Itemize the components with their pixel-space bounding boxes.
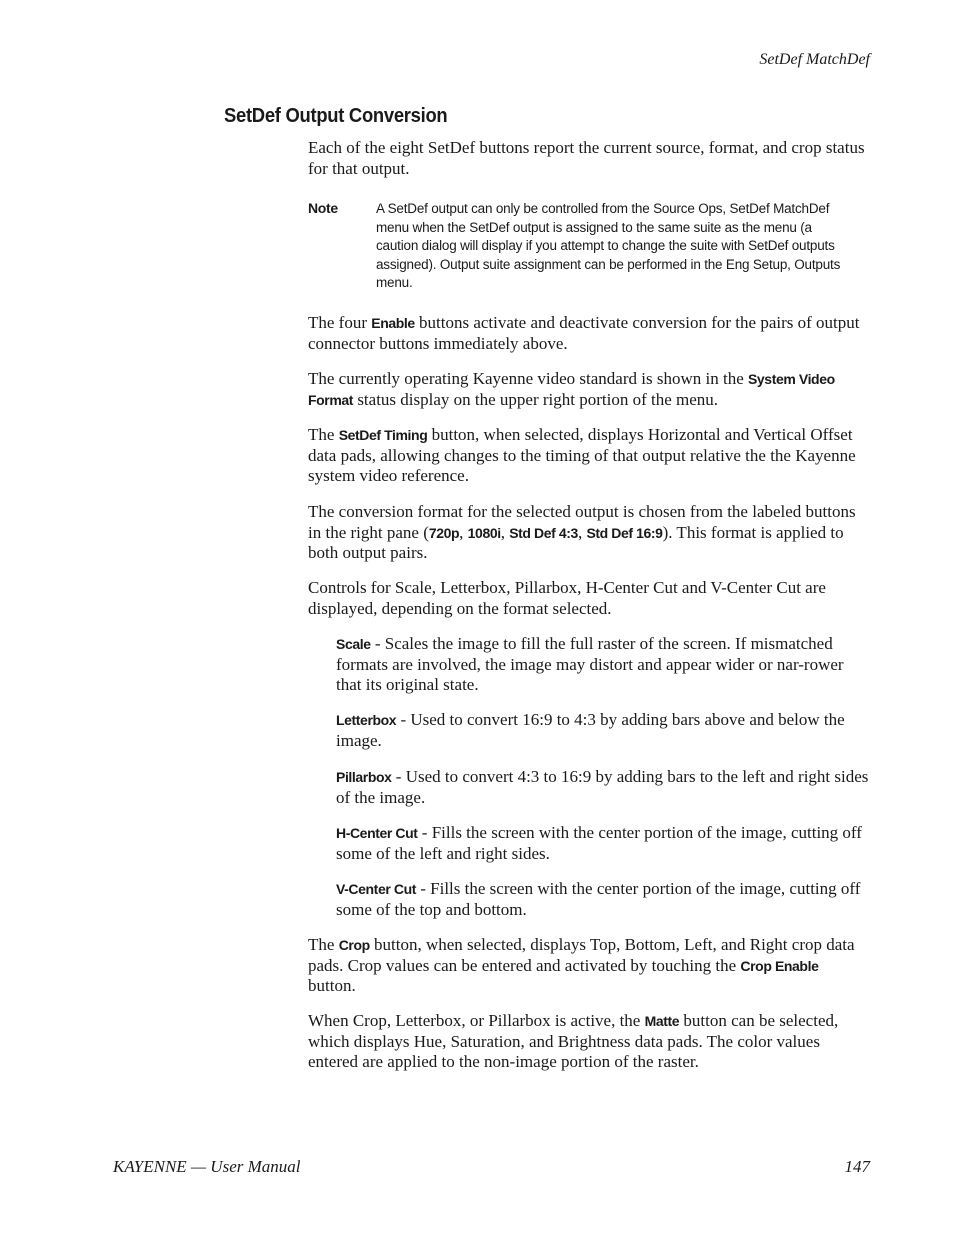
- enable-pre: The four: [308, 313, 372, 332]
- matte-pre: When Crop, Letterbox, or Pillarbox is active, the: [308, 1011, 645, 1030]
- enable-post: buttons activate and deactivate conversion for the pairs of output connector buttons immediately above.: [308, 313, 860, 353]
- conversion-paragraph: [308, 502, 870, 564]
- scale-keyword: Scale: [336, 636, 371, 652]
- hcenter-text: - Fills the screen with the center portion of the image, cutting off some of the left and right sides.: [336, 823, 862, 863]
- pillarbox-item: [336, 767, 870, 808]
- vcenter-item: [336, 879, 870, 920]
- pillarbox-keyword: Pillarbox: [336, 769, 392, 785]
- enable-keyword: Enable: [371, 315, 415, 331]
- timing-post: button, when selected, displays Horizontal and Vertical Offset data pads, allowing changes to the timing of that output relative the the Kayenne system video reference.: [308, 425, 856, 485]
- sysfmt-keyword: System Video Format: [308, 371, 835, 408]
- vcenter-keyword: V-Center Cut: [336, 881, 416, 897]
- sysfmt-post: status display on the upper right portion of the menu.: [353, 389, 719, 409]
- crop-post: button.: [308, 976, 356, 995]
- crop-keyword: Crop: [338, 937, 370, 953]
- page-number: 147: [844, 1157, 870, 1176]
- crop-mid: button, when selected, displays Top, Bottom, Left, and Right crop data pads. Crop values can be entered and activated by touching the: [308, 935, 855, 975]
- intro-paragraph: Each of the eight SetDef buttons report the current source, format, and crop status for that output.: [308, 138, 865, 178]
- conv-post: ). This format is applied to both output pairs.: [308, 522, 844, 562]
- timing-pre: The: [308, 425, 339, 444]
- controls-paragraph: Controls for Scale, Letterbox, Pillarbox, H-Center Cut and V-Center Cut are displayed, depending on the format selected.: [308, 578, 826, 618]
- matte-post: button can be selected, which displays Hue, Saturation, and Brightness data pads. The color values entered are applied to the non-image portion of the raster.: [308, 1011, 839, 1071]
- sysfmt-pre: The currently operating Kayenne video standard is shown in the: [308, 369, 748, 388]
- scale-item: [336, 634, 870, 696]
- letterbox-keyword: Letterbox: [336, 712, 397, 728]
- scale-text: - Scales the image to fill the full raster of the screen. If mismatched formats are involved, the image may distort and appear wider or nar-rower that its original state.: [336, 634, 844, 694]
- crop-enable-keyword: Crop Enable: [740, 957, 819, 974]
- footer-manual-title: KAYENNE — User Manual: [113, 1157, 301, 1176]
- conv-kw-sd43: Std Def 4:3: [509, 524, 578, 541]
- conv-sep1: ,: [459, 522, 468, 542]
- pillarbox-text: - Used to convert 4:3 to 16:9 by adding bars to the left and right sides of the image.: [336, 767, 869, 807]
- crop-paragraph: [308, 935, 870, 997]
- system-format-paragraph: [308, 369, 870, 410]
- matte-paragraph: [308, 1011, 870, 1073]
- conv-sep3: ,: [577, 522, 587, 542]
- running-header: SetDef MatchDef: [759, 51, 870, 68]
- note-label: Note: [308, 200, 338, 216]
- conv-kw-720p: 720p: [428, 524, 460, 541]
- letterbox-text: - Used to convert 16:9 to 4:3 by adding bars above and below the image.: [336, 710, 845, 750]
- note-text: A SetDef output can only be controlled from the Source Ops, SetDef MatchDef menu when the SetDef output is assigned to the same suite as the menu (a caution dialog will display if you attempt to change the suite with SetDef outputs assigned). Output suite assignment can be performed in the Eng Setup, Outputs menu.: [376, 201, 841, 290]
- letterbox-item: [336, 710, 870, 751]
- conv-pre: The conversion format for the selected output is chosen from the labeled buttons in the right pane (: [308, 502, 856, 542]
- enable-paragraph: [308, 313, 870, 354]
- vcenter-text: - Fills the screen with the center portion of the image, cutting off some of the top and bottom.: [336, 879, 861, 919]
- section-title: SetDef Output Conversion: [224, 105, 448, 127]
- conv-kw-sd169: Std Def 16:9: [586, 524, 663, 541]
- crop-pre: The: [308, 935, 339, 954]
- hcenter-item: [336, 823, 870, 864]
- timing-keyword: SetDef Timing: [338, 427, 428, 443]
- hcenter-keyword: H-Center Cut: [336, 825, 418, 841]
- conv-kw-1080i: 1080i: [467, 524, 501, 541]
- timing-paragraph: [308, 425, 870, 487]
- conv-sep2: ,: [500, 522, 510, 542]
- matte-keyword: Matte: [644, 1013, 680, 1029]
